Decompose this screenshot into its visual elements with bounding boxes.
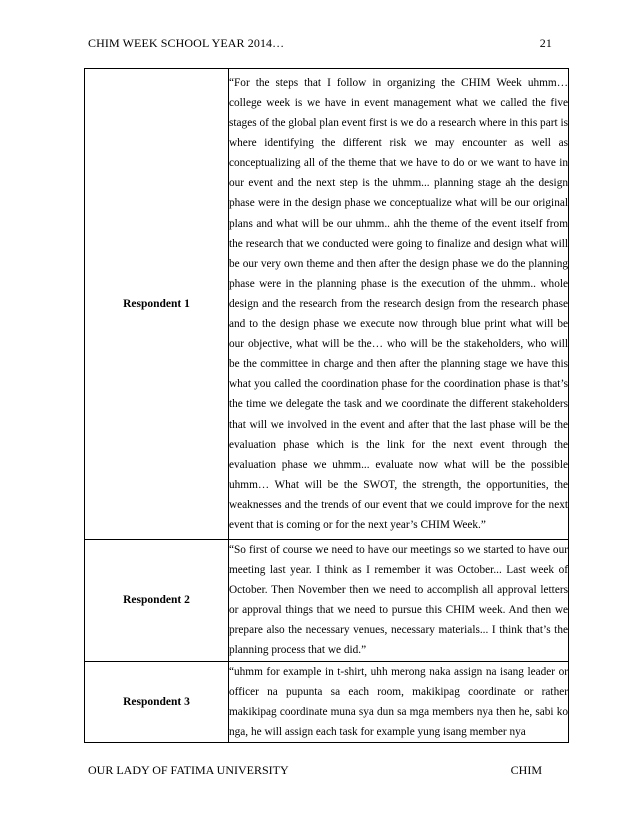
table-row <box>85 661 569 742</box>
page-number: 21 <box>539 36 552 50</box>
table-row <box>85 540 569 662</box>
respondent-label: Respondent 1 <box>85 69 229 540</box>
footer-organization: OUR LADY OF FATIMA UNIVERSITY <box>88 763 289 777</box>
respondent-label: Respondent 3 <box>85 661 229 742</box>
respondent-answer: “uhmm for example in t-shirt, uhh merong naka assign na isang leader or officer na pupunta sa each room, makikipag coordinate or rather makikipag coordinate muna sya dun sa mga members nya then he, sabi ko nga, he will assign each task for example yung isang member nya <box>229 661 569 742</box>
header-title: CHIM WEEK SCHOOL YEAR 2014… <box>88 36 285 50</box>
table-row <box>85 69 569 540</box>
footer-department: CHIM <box>510 763 542 777</box>
responses-table <box>84 68 569 743</box>
respondent-label: Respondent 2 <box>85 540 229 662</box>
respondent-answer: “So first of course we need to have our meetings so we started to have our meeting last year. I think as I remember it was October... Last week of October. Then November then we need to accomplish all approval letters or approval things that we need to pursue this CHIM week. And then we prepare also the necessary venues, necessary materials... I think that’s the planning process that we did.” <box>229 540 569 662</box>
respondent-answer: “For the steps that I follow in organizing the CHIM Week uhmm… college week is we have in event management what we called the five stages of the global plan event first is we do a research where in this part is where identifying the different risk we may encounter as well as conceptualizing all of the theme that we have to do or we want to have in our event and the next step is the uhmm... planning stage ah the design phase were in the design phase we conceptualize what will be our original plans and what will be our uhmm.. ahh the theme of the event itself from the research that we conducted were going to finalize and design what will be our very own theme and then after the design phase we do the planning phase were in the planning phase is the execution of the uhmm.. whole design and the research from the research design from the research phase and to the design phase we execute now through blue print what will be our objective, what will be the… who will be the stakeholders, who will be the committee in charge and then after the planning stage we have this what you called the coordination phase for the coordination phase is that’s the time we delegate the task and we coordinate the different stakeholders that will we involved in the event and after that the last phase will be the evaluation phase which is the link for the next event through the evaluation phase we uhmm... evaluate now what will be the possible uhmm… What will be the SWOT, the strength, the opportunities, the weaknesses and the trends of our event that we could improve for the next event that is coming or for the next year’s CHIM Week.” <box>229 69 569 540</box>
